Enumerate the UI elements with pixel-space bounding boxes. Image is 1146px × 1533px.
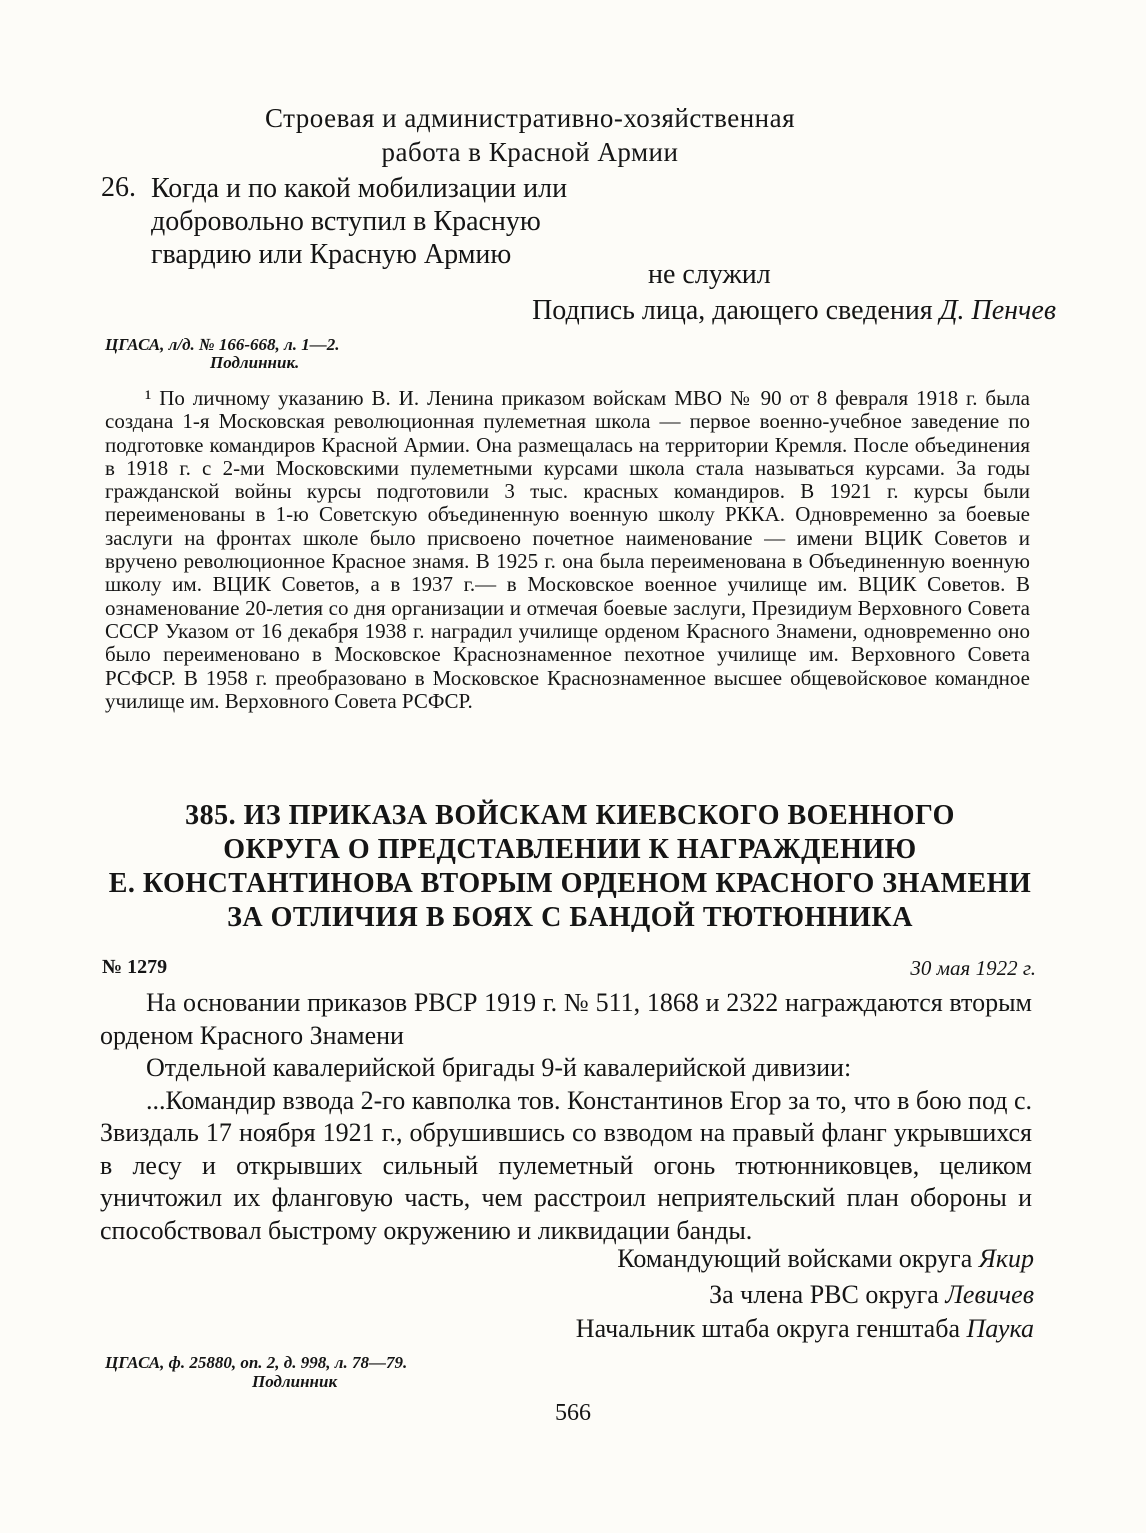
signature-rvs-member (709, 1280, 1034, 1310)
archive-reference: ЦГАСА, л/д. № 166-668, л. 1—2. (105, 335, 340, 354)
question-text: Когда и по какой мобилизации или добровольно вступил в Красную гвардию или Красную Армию (151, 173, 568, 270)
signature-name: Левичев (945, 1280, 1034, 1309)
document-body (100, 987, 1032, 1247)
page-number: 566 (555, 1400, 591, 1426)
question-number: 26. (101, 172, 136, 203)
signature-name: Паука (966, 1314, 1034, 1343)
signature-line (532, 295, 1056, 327)
document-number: № 1279 (102, 956, 168, 978)
document-title-line-2: ОКРУГА О ПРЕДСТАВЛЕНИИ К НАГРАЖДЕНИЮ (223, 834, 917, 865)
section-heading-line-2: работа в Красной Армии (381, 137, 679, 167)
signature-role: Командующий войсками округа (617, 1244, 973, 1273)
document-date: 30 мая 1922 г. (910, 956, 1036, 980)
signature-name: Д. Пенчев (939, 295, 1056, 326)
document-title-line-3: Е. КОНСТАНТИНОВА ВТОРЫМ ОРДЕНОМ КРАСНОГО ЗНАМЕНИ (108, 868, 1032, 899)
document-title-line-1: 385. ИЗ ПРИКАЗА ВОЙСКАМ КИЕВСКОГО ВОЕННОГО (185, 800, 955, 831)
archive-note: Подлинник. (210, 353, 300, 372)
signature-name: Якир (978, 1244, 1034, 1273)
footnote (105, 387, 1030, 713)
section-heading-line-1: Строевая и административно-хозяйственная (265, 103, 795, 133)
body-paragraph-1: На основании приказов РВСР 1919 г. № 511, 1868 и 2322 награждаются вторым орденом Красного Знамени (100, 988, 1032, 1050)
footnote-text: ¹ По личному указанию В. И. Ленина приказом войскам МВО № 90 от 8 февраля 1918 г. была создана 1-я Московская революционная пулеметная школа — первое военно-учебное заведение по подготовке командиров Красной Армии. Она размещалась на территории Кремля. После объединения в 1918 г. с 2-ми Московскими пулеметными курсами школа стала называться курсами. За годы гражданской войны курсы подготовили 3 тыс. красных командиров. В 1921 г. курсы были переименованы в 1-ю Советскую объединенную военную школу РККА. Одновременно за боевые заслуги на фронтах школе было присвоено почетное наименование — имени ВЦИК Советов и вручено революционное Красное знамя. В 1925 г. она была переименована в Объединенную военную школу им. ВЦИК Советов, а в 1937 г.— в Московское военное училище им. ВЦИК Советов. В ознаменование 20-летия со дня организации и отмечая боевые заслуги, Президиум Верховного Совета СССР Указом от 16 декабря 1938 г. наградил училище орденом Красного Знамени, одновременно оно было переименовано в Московское Краснознаменное пехотное училище им. Верховного Совета РСФСР. В 1958 г. преобразовано в Московское Краснознаменное высшее общевойсковое командное училище им. Верховного Совета РСФСР. (105, 386, 1030, 713)
document-archive-note: Подлинник (252, 1372, 338, 1391)
question-answer: не служил (648, 259, 771, 290)
signature-chief-of-staff (576, 1314, 1034, 1344)
body-paragraph-3: ...Командир взвода 2-го кавполка тов. Константинов Егор за то, что в бою под с. Звиздаль 17 ноября 1921 г., обрушившись со взводом на правый фланг укрывшихся в лесу и открывших сильный пулеметный огонь тютюнниковцев, целиком уничтожил их фланговую часть, чем расстроил неприятельский план обороны и способствовал быстрому окружению и ликвидации банды. (100, 1085, 1032, 1245)
body-paragraph-2: Отдельной кавалерийской бригады 9-й кавалерийской дивизии: (146, 1053, 852, 1082)
signature-role: Начальник штаба округа генштаба (575, 1314, 960, 1343)
document-archive-reference: ЦГАСА, ф. 25880, оп. 2, д. 998, л. 78—79. (105, 1353, 408, 1372)
signature-role: За члена РВС округа (709, 1280, 939, 1309)
signature-label: Подпись лица, дающего сведения (532, 295, 933, 326)
signature-commander (617, 1244, 1034, 1274)
document-title-line-4: ЗА ОТЛИЧИЯ В БОЯХ С БАНДОЙ ТЮТЮННИКА (227, 902, 913, 933)
